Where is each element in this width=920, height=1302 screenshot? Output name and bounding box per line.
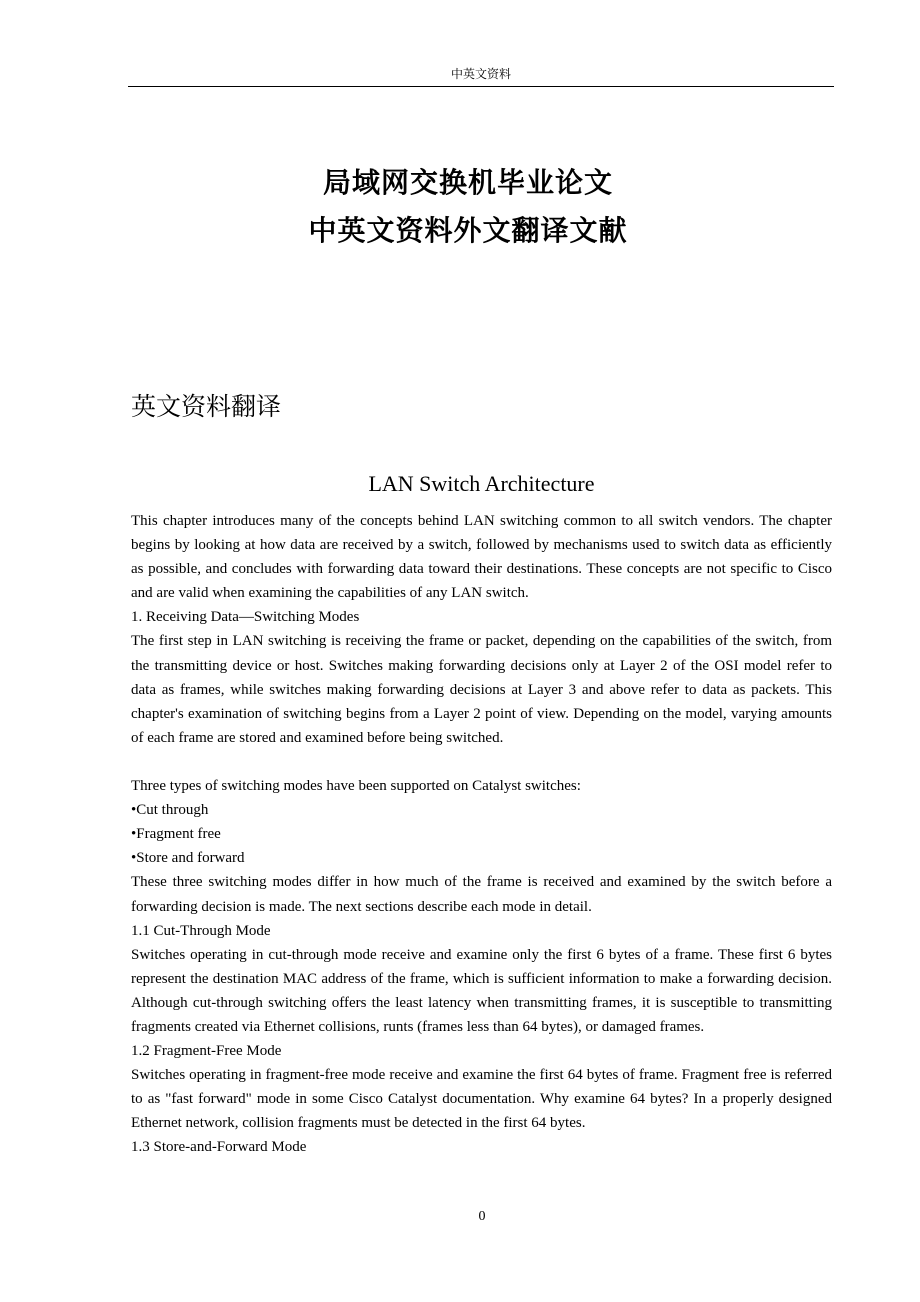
subsection-1-2-paragraph: Switches operating in fragment-free mode receive and examine the first 64 bytes of frame. Fragment free is referred to as "fast forward" mode in some Cisco Catalyst documentation. Why examine 64 bytes? In a properly designed Ethernet network, collision fragments must be detected in the first 64 bytes.	[131, 1067, 832, 1132]
subsection-1-paragraph: The first step in LAN switching is receiving the frame or packet, depending on the capabilities of the switch, from the transmitting device or host. Switches making forwarding decisions only at Layer 2 of the OSI model refer to data as frames, while switches making forwarding decisions at Layer 3 and above refer to data as packets. This chapter's examination of switching begins from a Layer 2 point of view. Depending on the model, varying amounts of each frame are stored and examined before being switched.	[131, 633, 832, 746]
modes-intro-paragraph: Three types of switching modes have been supported on Catalyst switches:	[131, 778, 581, 795]
article-body	[131, 509, 832, 1160]
article-title: LAN Switch Architecture	[368, 471, 595, 496]
subsection-heading-1-1: 1.1 Cut-Through Mode	[131, 922, 271, 939]
document-title-line-1: 局域网交换机毕业论文	[322, 166, 613, 199]
blank-line	[131, 750, 832, 774]
running-title: 中英文资料	[450, 67, 511, 81]
subsection-heading-1-2: 1.2 Fragment-Free Mode	[131, 1043, 282, 1060]
modes-summary-paragraph: These three switching modes differ in how much of the frame is received and examined by the switch before a forwarding decision is made. The next sections describe each mode in detail.	[131, 874, 832, 915]
subsection-1-1-paragraph: Switches operating in cut-through mode receive and examine only the first 6 bytes of a frame. These first 6 bytes represent the destination MAC address of the frame, which is sufficient information to make a forwarding decision. Although cut-through switching offers the least latency when transmitting frames, it is susceptible to transmitting fragments created via Ethernet collisions, runts (frames less than 64 bytes), or damaged frames.	[131, 946, 832, 1035]
subsection-heading-1: 1. Receiving Data—Switching Modes	[131, 609, 360, 626]
mode-list-item-cut-through: •Cut through	[131, 802, 209, 819]
document-title-line-2: 中英文资料外文翻译文献	[308, 214, 628, 247]
page-number: 0	[478, 1209, 486, 1224]
mode-list-item-fragment-free: •Fragment free	[131, 826, 221, 843]
subsection-heading-1-3: 1.3 Store-and-Forward Mode	[131, 1139, 307, 1156]
intro-paragraph: This chapter introduces many of the concepts behind LAN switching common to all switch vendors. The chapter begins by looking at how data are received by a switch, followed by mechanisms used to switch data as efficiently as possible, and concludes with forwarding data toward their destinations. These concepts are not specific to Cisco and are valid when examining the capabilities of any LAN switch.	[131, 513, 832, 602]
section-heading: 英文资料翻译	[131, 392, 282, 421]
page-header	[128, 66, 834, 87]
mode-list-item-store-and-forward: •Store and forward	[131, 850, 245, 867]
